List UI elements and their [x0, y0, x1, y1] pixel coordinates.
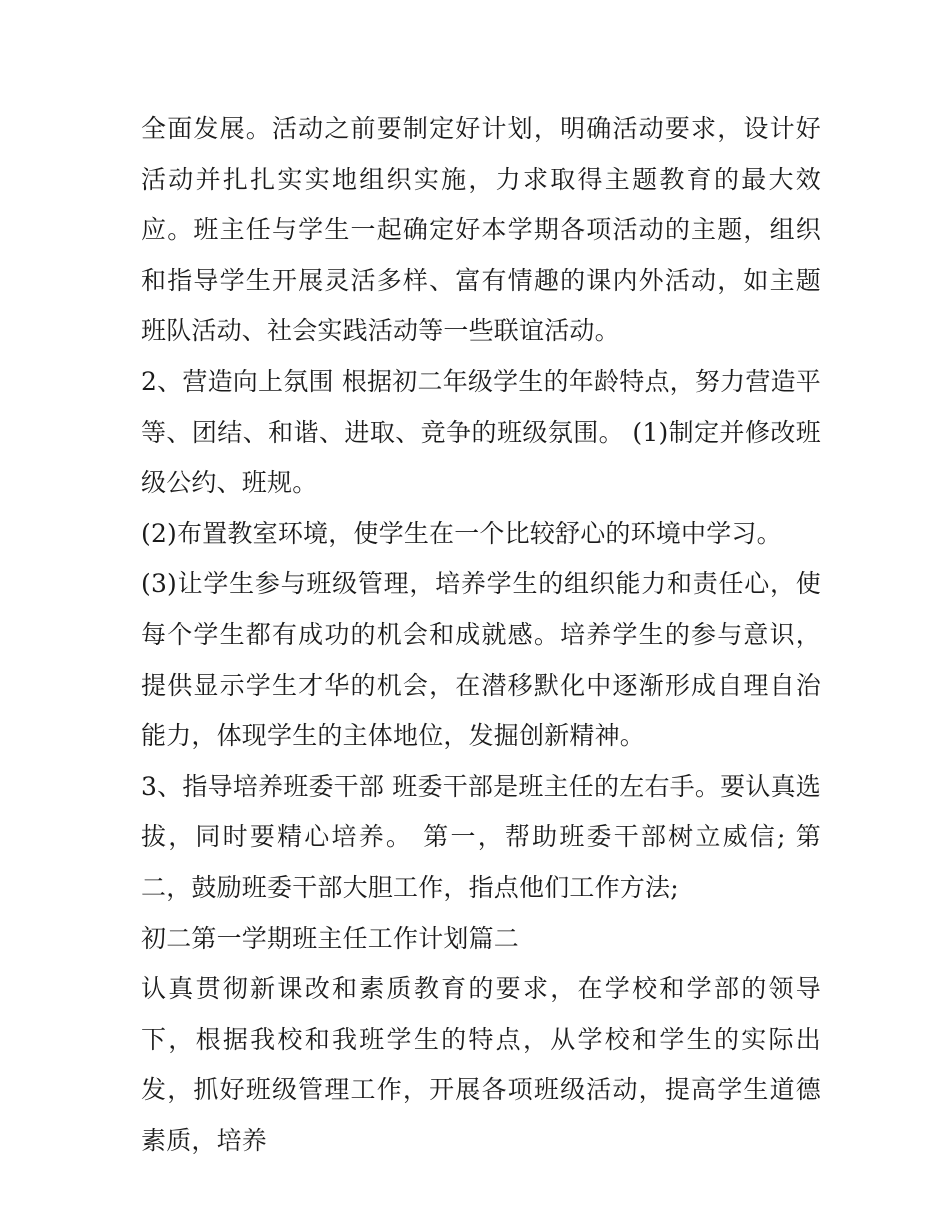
paragraph-6: 认真贯彻新课改和素质教育的要求，在学校和学部的领导下，根据我校和我班学生的特点，从学校和学生的实际出发，抓好班级管理工作，开展各项班级活动，提高学生道德素质，培养 [141, 974, 821, 1155]
document-body [141, 104, 821, 1166]
paragraph-2: 2、营造向上氛围 根据初二年级学生的年龄特点，努力营造平等、团结、和谐、进取、竞争的班级氛围。 (1)制定并修改班级公约、班规。 [141, 366, 821, 498]
paragraph-3: (2)布置教室环境，使学生在一个比较舒心的环境中学习。 [141, 518, 782, 548]
paragraph-1: 全面发展。活动之前要制定好计划，明确活动要求，设计好活动并扎扎实实地组织实施，力求取得主题教育的最大效应。班主任与学生一起确定好本学期各项活动的主题，组织和指导学生开展灵活多样、富有情趣的课内外活动，如主题班队活动、社会实践活动等一些联谊活动。 [141, 114, 821, 346]
paragraph-5: 3、指导培养班委干部 班委干部是班主任的左右手。要认真选拔，同时要精心培养。 第一，帮助班委干部树立威信; 第二，鼓励班委干部大胆工作，指点他们工作方法; [141, 771, 821, 902]
section-heading: 初二第一学期班主任工作计划篇二 [141, 923, 520, 953]
paragraph-4: (3)让学生参与班级管理，培养学生的组织能力和责任心，使每个学生都有成功的机会和成就感。培养学生的参与意识，提供显示学生才华的机会，在潜移默化中逐渐形成自理自治能力，体现学生的主体地位，发掘创新精神。 [141, 569, 821, 751]
